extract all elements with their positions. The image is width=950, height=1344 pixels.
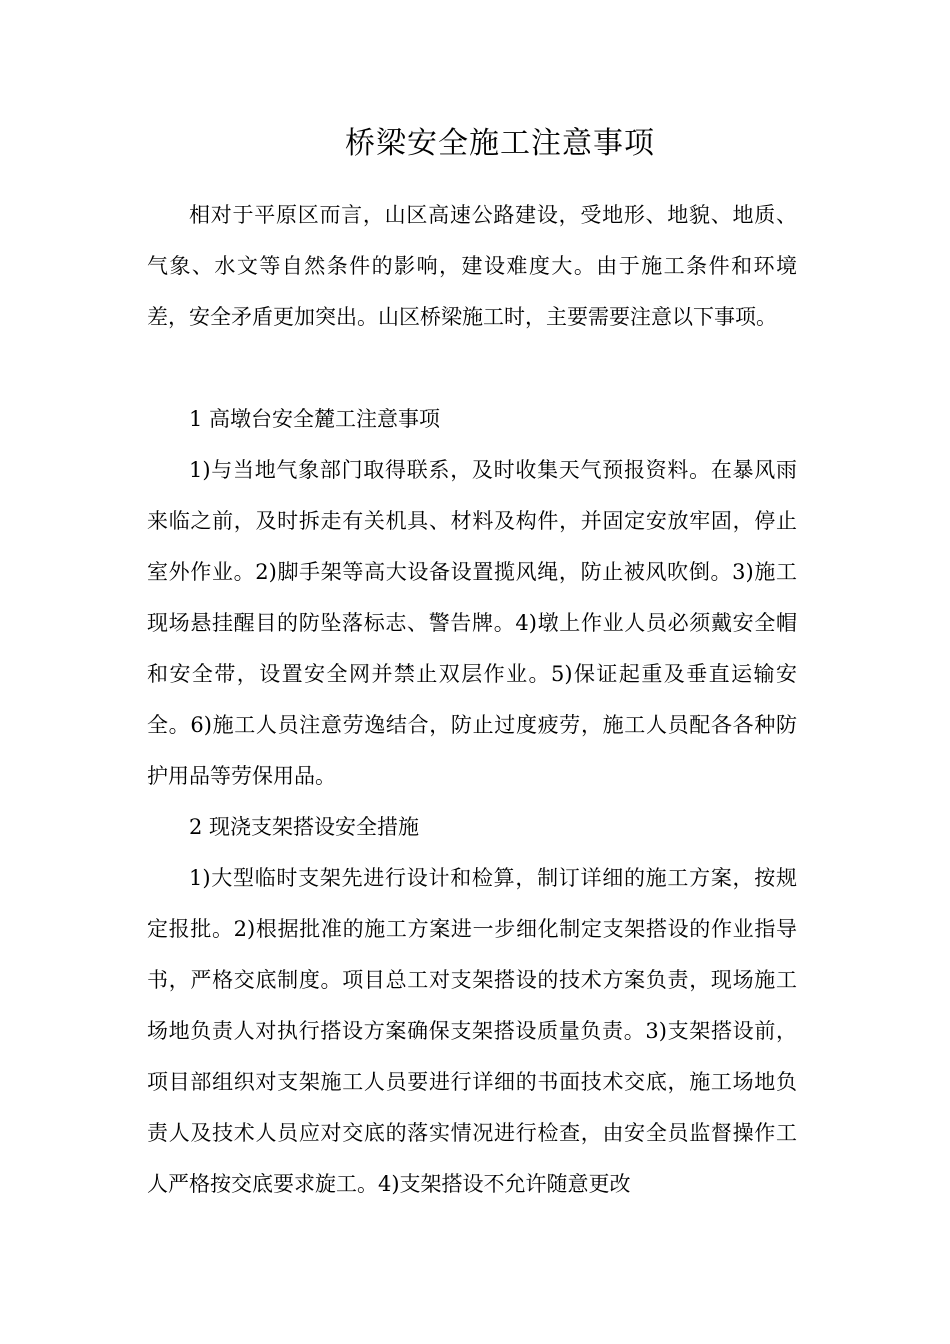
section-1-paragraph: 1)与当地气象部门取得联系，及时收集天气预报资料。在暴风雨来临之前，及时拆走有关机具、材料及构件，并固定安放牢固，停止室外作业。2)脚手架等高大设备设置揽风绳，防止被风吹倒。3)施工现场悬挂醒目的防坠落标志、警告牌。4)墩上作业人员必须戴安全帽和安全带，设置安全网并禁止双层作业。5)保证起重及垂直运输安全。6)施工人员注意劳逸结合，防止过度疲劳，施工人员配各各种防护用品等劳保用品。 [147, 458, 797, 788]
intro-paragraph: 相对于平原区而言，山区高速公路建设，受地形、地貌、地质、气象、水文等自然条件的影响，建设难度大。由于施工条件和环境差，安全矛盾更加突出。山区桥梁施工时，主要需要注意以下事项。 [147, 203, 797, 329]
section-1-heading: 1 高墩台安全麓工注意事项 [189, 407, 441, 431]
section-2-paragraph: 1)大型临时支架先进行设计和检算，制订详细的施工方案，按规定报批。2)根据批准的施工方案进一步细化制定支架搭设的作业指导书，严格交底制度。项目总工对支架搭设的技术方案负责，现场施工场地负责人对执行搭设方案确保支架搭设质量负责。3)支架搭设前，项目部组织对支架施工人员要进行详细的书面技术交底，施工场地负责人及技术人员应对交底的落实情况进行检查，由安全员监督操作工人严格按交底要求旋工。4)支架搭设不允许随意更改 [147, 866, 797, 1196]
section-2-heading: 2 现浇支架搭设安全措施 [189, 815, 420, 839]
document-title: 桥梁安全施工注意事项 [345, 126, 655, 161]
